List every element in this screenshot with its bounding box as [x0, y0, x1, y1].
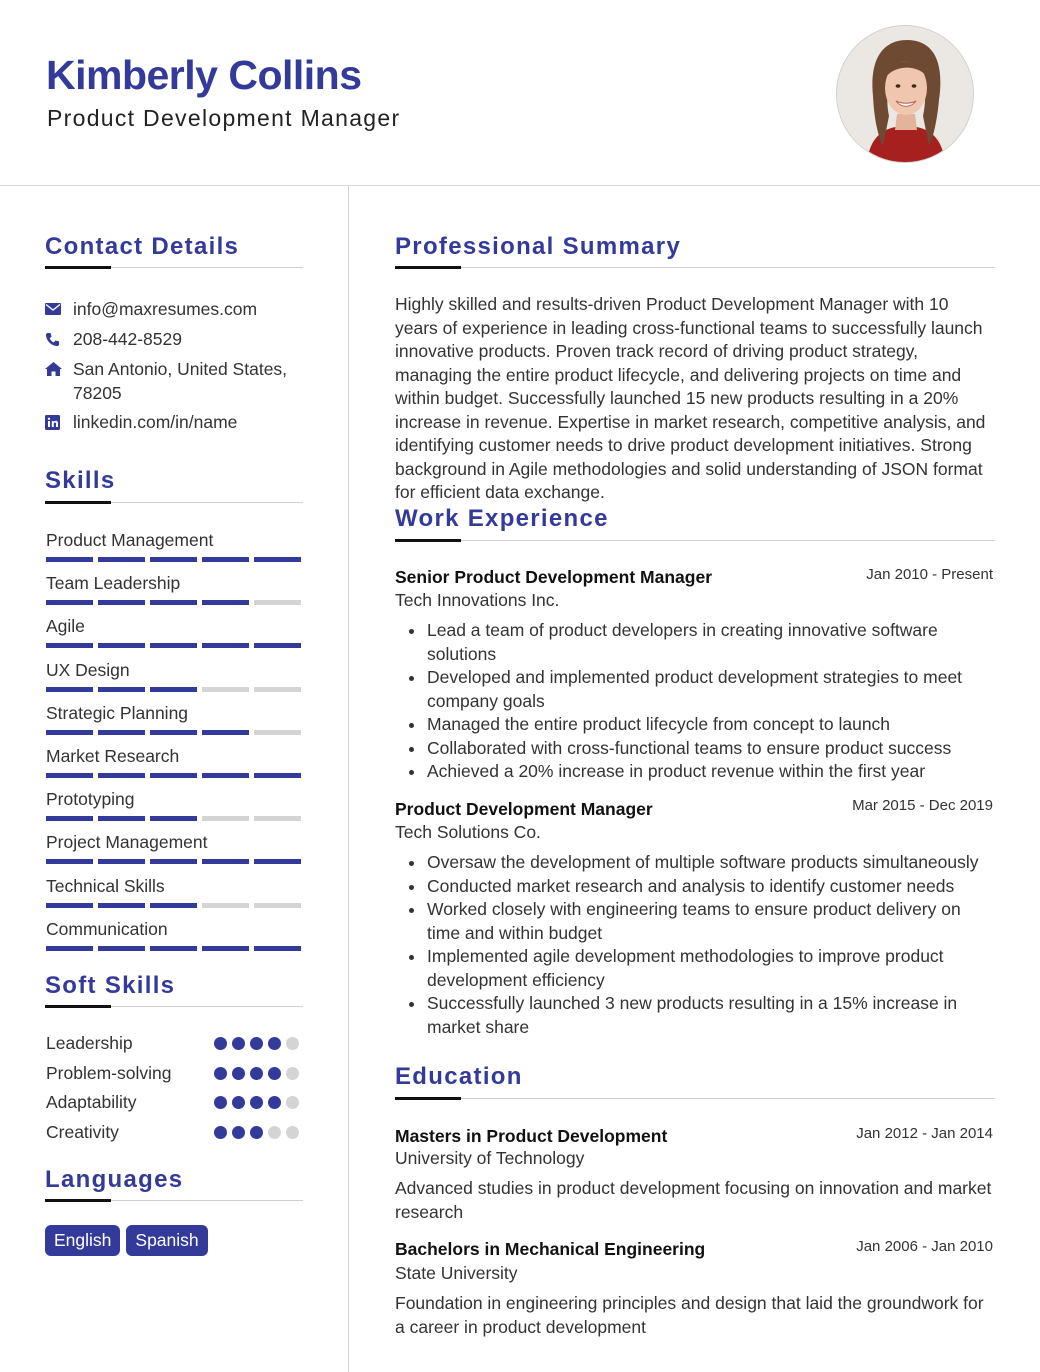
- soft-skill-level-dot: [232, 1096, 245, 1109]
- contact-heading: Contact Details: [45, 233, 240, 260]
- soft-skill-level-dot: [286, 1067, 299, 1080]
- contact-linkedin-text: linkedin.com/in/name: [73, 412, 238, 432]
- skill-row: [46, 788, 302, 821]
- skill-level-segment: [202, 859, 249, 864]
- avatar: [836, 25, 974, 163]
- education-date: Jan 2006 - Jan 2010: [856, 1238, 993, 1255]
- soft-skill-label: Leadership: [46, 1033, 133, 1053]
- skill-level-segment: [202, 600, 249, 605]
- skill-level-segment: [98, 730, 145, 735]
- job-bullets: [395, 619, 995, 784]
- skill-level-bars: [46, 557, 302, 562]
- soft-skill-level-dot: [286, 1126, 299, 1139]
- skill-row: [46, 529, 302, 562]
- skill-row: [46, 615, 302, 648]
- soft-skill-level-dot: [214, 1067, 227, 1080]
- rule-accent: [45, 266, 111, 269]
- skill-level-segment: [150, 859, 197, 864]
- skill-level-segment: [254, 859, 301, 864]
- soft-skill-level-dots: [214, 1096, 299, 1109]
- skill-level-segment: [46, 859, 93, 864]
- job-date: Mar 2015 - Dec 2019: [852, 797, 993, 814]
- soft-skill-row: [46, 1061, 302, 1085]
- contact-phone: [45, 327, 182, 351]
- skill-level-segment: [254, 600, 301, 605]
- skill-level-segment: [202, 773, 249, 778]
- skill-level-segment: [98, 687, 145, 692]
- skill-level-segment: [150, 946, 197, 951]
- rule-accent: [395, 539, 461, 542]
- skill-level-segment: [150, 687, 197, 692]
- skill-level-segment: [150, 557, 197, 562]
- skill-label: Team Leadership: [46, 573, 181, 593]
- skill-label: Market Research: [46, 746, 180, 766]
- skill-level-segment: [254, 730, 301, 735]
- soft-skill-level-dot: [232, 1067, 245, 1080]
- skill-row: [46, 702, 302, 735]
- skill-level-segment: [202, 730, 249, 735]
- skill-level-segment: [254, 773, 301, 778]
- skill-label: Technical Skills: [46, 876, 165, 896]
- skill-level-segment: [98, 946, 145, 951]
- home-icon: [45, 357, 63, 381]
- avatar-portrait: [837, 26, 974, 163]
- skill-level-bars: [46, 730, 302, 735]
- soft-skill-label: Creativity: [46, 1122, 119, 1142]
- soft-skill-level-dot: [232, 1126, 245, 1139]
- soft-skill-level-dot: [286, 1037, 299, 1050]
- skill-row: [46, 831, 302, 864]
- education-school: University of Technology: [395, 1148, 585, 1168]
- skill-level-segment: [46, 643, 93, 648]
- rule-accent: [45, 1005, 111, 1008]
- language-badge: English: [45, 1225, 120, 1256]
- language-badge: Spanish: [126, 1225, 207, 1256]
- contact-email-text: info@maxresumes.com: [73, 299, 258, 319]
- education-degree: Masters in Product Development: [395, 1126, 668, 1146]
- education-desc: Advanced studies in product development focusing on innovation and market research: [395, 1178, 992, 1222]
- skill-row: [46, 659, 302, 692]
- skill-level-bars: [46, 687, 302, 692]
- soft-skill-level-dot: [268, 1126, 281, 1139]
- skill-level-segment: [98, 859, 145, 864]
- skill-level-segment: [202, 816, 249, 821]
- soft-skill-level-dot: [250, 1067, 263, 1080]
- skill-level-segment: [98, 773, 145, 778]
- skill-level-segment: [46, 816, 93, 821]
- summary-text: Highly skilled and results-driven Product Development Manager with 10 years of experience in leading cross-functional teams to successfully launch innovative products. Proven track record of driving product strategy, managing the entire product lifecycle, and delivering projects on time and within budget. Successfully launched 15 new products resulting in a 20% increase in revenue. Expertise in market research, competitive analysis, and identifying customer needs to drive product development initiatives. Strong background in Agile methodologies and solid understanding of JSON format for efficient data exchange.: [395, 294, 986, 502]
- candidate-name: Kimberly Collins: [46, 52, 362, 98]
- linkedin-icon: [45, 410, 63, 434]
- skill-level-segment: [98, 557, 145, 562]
- job-title: Product Development Manager: [395, 799, 653, 819]
- job-bullet: Lead a team of product developers in creating innovative software solutions: [395, 619, 995, 666]
- skill-level-segment: [98, 903, 145, 908]
- skill-level-bars: [46, 643, 302, 648]
- soft-skill-level-dot: [214, 1037, 227, 1050]
- soft-skill-label: Adaptability: [46, 1092, 137, 1112]
- skill-level-segment: [254, 557, 301, 562]
- job-date: Jan 2010 - Present: [866, 566, 993, 583]
- skill-level-segment: [46, 946, 93, 951]
- soft-skill-level-dot: [286, 1096, 299, 1109]
- skill-level-bars: [46, 903, 302, 908]
- skill-level-segment: [202, 946, 249, 951]
- soft-skill-level-dot: [250, 1037, 263, 1050]
- soft-skill-level-dot: [250, 1096, 263, 1109]
- skill-level-segment: [46, 773, 93, 778]
- skill-row: [46, 572, 302, 605]
- education-degree: Bachelors in Mechanical Engineering: [395, 1239, 706, 1259]
- job-company: Tech Innovations Inc.: [395, 590, 560, 610]
- address-line1: San Antonio, United States,: [73, 359, 288, 379]
- resume-header: [0, 0, 1040, 186]
- soft-skill-level-dot: [250, 1126, 263, 1139]
- soft-skill-level-dots: [214, 1126, 299, 1139]
- languages-list: [45, 1225, 208, 1256]
- skill-level-bars: [46, 859, 302, 864]
- job-bullet: Managed the entire product lifecycle from concept to launch: [395, 713, 995, 737]
- skill-level-segment: [150, 600, 197, 605]
- skill-label: Communication: [46, 919, 168, 939]
- education-school: State University: [395, 1263, 518, 1283]
- skill-level-segment: [98, 816, 145, 821]
- skill-level-segment: [254, 816, 301, 821]
- soft-skill-row: [46, 1120, 302, 1144]
- summary-heading-rule: [395, 267, 995, 268]
- contact-phone-text: 208-442-8529: [73, 329, 182, 349]
- soft-skills-heading-rule: [45, 1006, 303, 1007]
- rule-accent: [395, 266, 461, 269]
- skill-label: Prototyping: [46, 789, 135, 809]
- education-heading-rule: [395, 1098, 995, 1099]
- skill-level-segment: [98, 643, 145, 648]
- skill-label: Strategic Planning: [46, 703, 189, 723]
- skill-level-segment: [150, 903, 197, 908]
- contact-heading-rule: [45, 267, 303, 268]
- job-bullet: Implemented agile development methodologies to improve product development efficiency: [395, 945, 995, 992]
- contact-linkedin: [45, 410, 237, 434]
- skill-level-bars: [46, 773, 302, 778]
- job-bullet: Conducted market research and analysis to identify customer needs: [395, 875, 995, 899]
- skill-level-bars: [46, 600, 302, 605]
- soft-skill-level-dot: [232, 1037, 245, 1050]
- job-bullet: Successfully launched 3 new products resulting in a 15% increase in market share: [395, 992, 995, 1039]
- soft-skills-heading: Soft Skills: [45, 972, 176, 999]
- skill-level-bars: [46, 816, 302, 821]
- skill-level-segment: [46, 730, 93, 735]
- skill-level-segment: [202, 557, 249, 562]
- envelope-icon: [45, 297, 63, 321]
- skill-level-segment: [150, 730, 197, 735]
- job-bullet: Worked closely with engineering teams to ensure product delivery on time and within budget: [395, 898, 995, 945]
- skills-heading-rule: [45, 502, 303, 503]
- soft-skill-level-dot: [214, 1096, 227, 1109]
- job-title: Senior Product Development Manager: [395, 567, 713, 587]
- soft-skill-level-dot: [268, 1096, 281, 1109]
- skill-level-segment: [254, 903, 301, 908]
- education-date: Jan 2012 - Jan 2014: [856, 1125, 993, 1142]
- skill-label: Agile: [46, 616, 85, 636]
- summary-heading: Professional Summary: [395, 233, 682, 260]
- contact-address: [45, 357, 287, 405]
- soft-skill-level-dots: [214, 1067, 299, 1080]
- skill-level-segment: [254, 687, 301, 692]
- languages-heading-rule: [45, 1200, 303, 1201]
- skill-level-segment: [202, 643, 249, 648]
- rule-accent: [45, 1199, 111, 1202]
- skill-level-segment: [150, 816, 197, 821]
- column-divider: [348, 186, 349, 1372]
- rule-accent: [45, 501, 111, 504]
- soft-skill-level-dot: [268, 1067, 281, 1080]
- job-bullets: [395, 851, 995, 1039]
- job-bullet: Developed and implemented product development strategies to meet company goals: [395, 666, 995, 713]
- skill-level-segment: [254, 643, 301, 648]
- address-line2: 78205: [73, 383, 122, 403]
- skill-label: Project Management: [46, 832, 208, 852]
- skill-level-segment: [202, 903, 249, 908]
- skill-level-segment: [46, 557, 93, 562]
- phone-icon: [45, 327, 63, 351]
- languages-heading: Languages: [45, 1166, 184, 1193]
- contact-address-text: [73, 357, 287, 405]
- contact-email: [45, 297, 257, 321]
- soft-skill-level-dot: [268, 1037, 281, 1050]
- skill-level-segment: [46, 687, 93, 692]
- skill-level-segment: [150, 773, 197, 778]
- skills-heading: Skills: [45, 467, 116, 494]
- job-bullet: Collaborated with cross-functional teams to ensure product success: [395, 737, 995, 761]
- education-desc: Foundation in engineering principles and design that laid the groundwork for a career in product development: [395, 1293, 984, 1337]
- skill-row: [46, 875, 302, 908]
- job-bullet: Achieved a 20% increase in product revenue within the first year: [395, 760, 995, 784]
- skill-level-segment: [98, 600, 145, 605]
- skill-level-segment: [46, 903, 93, 908]
- skill-level-bars: [46, 946, 302, 951]
- soft-skill-label: Problem-solving: [46, 1063, 172, 1083]
- skill-row: [46, 918, 302, 951]
- experience-heading-rule: [395, 540, 995, 541]
- soft-skill-level-dot: [214, 1126, 227, 1139]
- soft-skill-level-dots: [214, 1037, 299, 1050]
- rule-accent: [395, 1097, 461, 1100]
- skill-level-segment: [46, 600, 93, 605]
- skill-row: [46, 745, 302, 778]
- job-bullet: Oversaw the development of multiple software products simultaneously: [395, 851, 995, 875]
- skill-level-segment: [254, 946, 301, 951]
- skill-level-segment: [202, 687, 249, 692]
- soft-skill-row: [46, 1090, 302, 1114]
- education-heading: Education: [395, 1063, 523, 1090]
- skill-label: UX Design: [46, 660, 130, 680]
- job-company: Tech Solutions Co.: [395, 822, 541, 842]
- experience-heading: Work Experience: [395, 505, 609, 532]
- candidate-title: Product Development Manager: [47, 105, 401, 131]
- skill-level-segment: [150, 643, 197, 648]
- skill-label: Product Management: [46, 530, 214, 550]
- soft-skill-row: [46, 1031, 302, 1055]
